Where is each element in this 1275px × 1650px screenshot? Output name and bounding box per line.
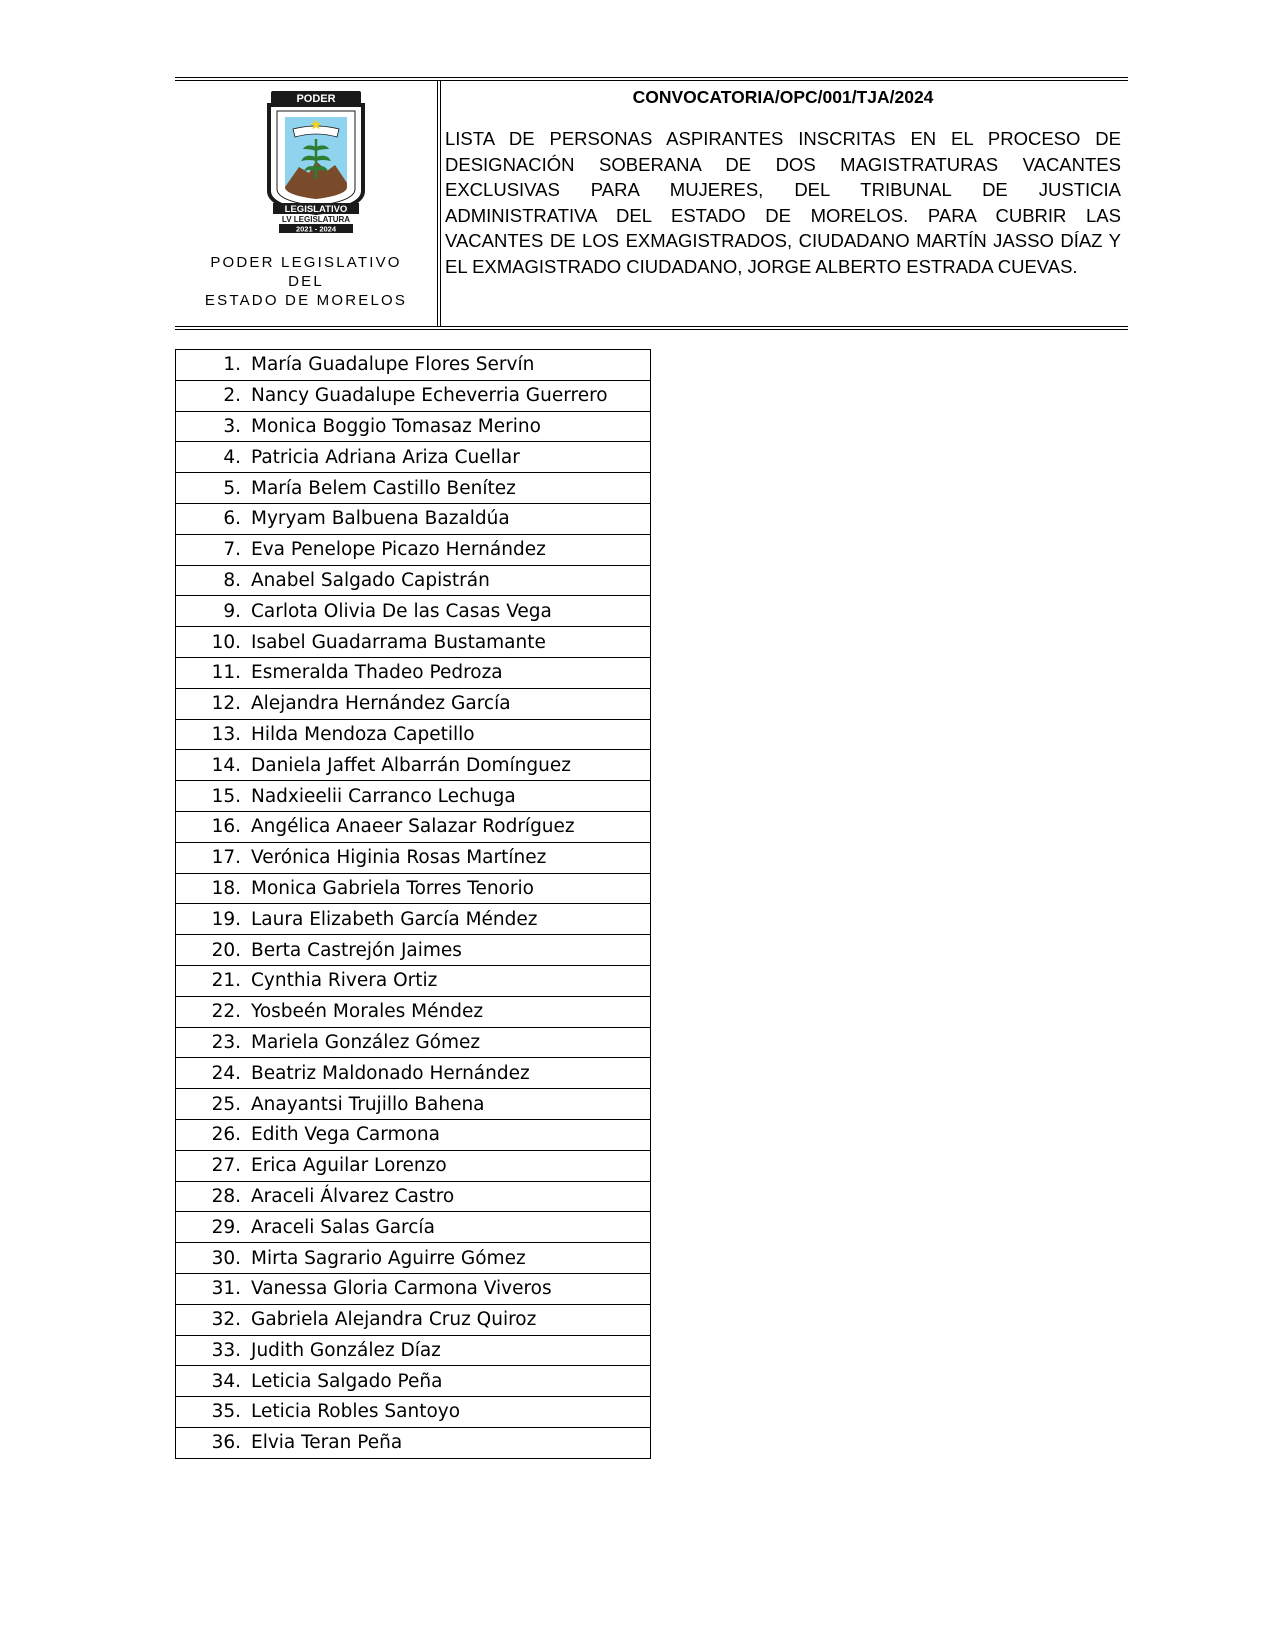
org-name-line: ESTADO DE MORELOS: [204, 292, 408, 309]
applicant-cell: [176, 719, 651, 750]
applicant-cell: [176, 811, 651, 842]
table-row: [176, 627, 651, 658]
table-row: [176, 1027, 651, 1058]
applicant-cell: [176, 534, 651, 565]
applicant-number: 36.: [211, 1432, 241, 1454]
applicant-cell: [176, 1427, 651, 1458]
applicant-name: Edith Vega Carmona: [251, 1124, 440, 1146]
applicant-name: Laura Elizabeth García Méndez: [251, 908, 538, 930]
applicant-name: Anabel Salgado Capistrán: [251, 569, 490, 591]
applicant-number: 20.: [211, 939, 241, 961]
header-text-cell: [445, 81, 1121, 326]
applicant-number: 22.: [211, 1001, 241, 1023]
applicant-name: Hilda Mendoza Capetillo: [251, 723, 475, 745]
applicant-number: 30.: [211, 1247, 241, 1269]
applicants-table: [175, 349, 651, 1459]
applicant-cell: [176, 873, 651, 904]
table-row: [176, 1243, 651, 1274]
table-row: [176, 688, 651, 719]
applicant-cell: [176, 1273, 651, 1304]
applicant-number: 35.: [211, 1401, 241, 1423]
applicant-name: Verónica Higinia Rosas Martínez: [251, 847, 547, 869]
header-bottom-rule: [175, 329, 1128, 330]
table-row: [176, 596, 651, 627]
applicant-name: Yosbeén Morales Méndez: [251, 1001, 484, 1023]
table-row: [176, 350, 651, 381]
applicant-number: 3.: [223, 415, 241, 437]
applicant-cell: [176, 596, 651, 627]
applicant-name: Mariela González Gómez: [251, 1031, 481, 1053]
applicant-name: Araceli Álvarez Castro: [251, 1185, 455, 1207]
applicant-cell: [176, 781, 651, 812]
applicant-number: 27.: [211, 1155, 241, 1177]
applicant-number: 25.: [211, 1093, 241, 1115]
applicant-name: Eva Penelope Picazo Hernández: [251, 539, 546, 561]
table-row: [176, 719, 651, 750]
table-row: [176, 1304, 651, 1335]
applicant-number: 21.: [211, 970, 241, 992]
organization-name: [175, 253, 437, 310]
table-row: [176, 380, 651, 411]
applicant-cell: [176, 1243, 651, 1274]
applicant-cell: [176, 1335, 651, 1366]
applicant-cell: [176, 1212, 651, 1243]
poder-legislativo-seal-icon: [265, 91, 367, 233]
applicant-name: Isabel Guadarrama Bustamante: [251, 631, 546, 653]
applicant-name: Carlota Olivia De las Casas Vega: [251, 600, 552, 622]
table-row: [176, 996, 651, 1027]
table-row: [176, 1212, 651, 1243]
applicant-number: 31.: [211, 1278, 241, 1300]
applicant-name: Nancy Guadalupe Echeverria Guerrero: [251, 385, 608, 407]
applicant-number: 26.: [211, 1124, 241, 1146]
applicant-cell: [176, 1304, 651, 1335]
applicant-name: Monica Gabriela Torres Tenorio: [251, 877, 534, 899]
applicant-cell: [176, 750, 651, 781]
table-row: [176, 411, 651, 442]
applicant-number: 18.: [211, 877, 241, 899]
applicant-cell: [176, 627, 651, 658]
applicant-cell: [176, 503, 651, 534]
applicant-number: 17.: [211, 847, 241, 869]
applicant-name: Vanessa Gloria Carmona Viveros: [251, 1278, 552, 1300]
applicant-cell: [176, 1397, 651, 1428]
applicant-name: Mirta Sagrario Aguirre Gómez: [251, 1247, 526, 1269]
header-column-divider-inner: [440, 80, 441, 326]
applicant-number: 15.: [211, 785, 241, 807]
applicant-number: 16.: [211, 816, 241, 838]
applicant-number: 7.: [223, 539, 241, 561]
table-row: [176, 1058, 651, 1089]
table-row: [176, 935, 651, 966]
applicant-number: 29.: [211, 1216, 241, 1238]
table-row: [176, 904, 651, 935]
header-bottom-rule-inner: [175, 326, 1128, 327]
applicant-name: Alejandra Hernández García: [251, 693, 511, 715]
org-name-line: PODER LEGISLATIVO: [210, 254, 402, 271]
table-row: [176, 842, 651, 873]
table-row: [176, 1089, 651, 1120]
table-row: [176, 811, 651, 842]
applicant-name: Patricia Adriana Ariza Cuellar: [251, 446, 520, 468]
logo-cell: [175, 81, 437, 326]
table-row: [176, 781, 651, 812]
applicant-name: Anayantsi Trujillo Bahena: [251, 1093, 485, 1115]
applicant-name: Beatriz Maldonado Hernández: [251, 1062, 530, 1084]
applicant-name: Cynthia Rivera Ortiz: [251, 970, 438, 992]
applicant-number: 5.: [223, 477, 241, 499]
applicant-name: Gabriela Alejandra Cruz Quiroz: [251, 1309, 537, 1331]
table-row: [176, 503, 651, 534]
applicant-cell: [176, 935, 651, 966]
applicant-number: 9.: [223, 600, 241, 622]
table-row: [176, 1427, 651, 1458]
applicant-cell: [176, 1058, 651, 1089]
applicant-cell: [176, 1089, 651, 1120]
applicant-name: Angélica Anaeer Salazar Rodríguez: [251, 816, 575, 838]
table-row: [176, 1273, 651, 1304]
applicant-name: Myryam Balbuena Bazaldúa: [251, 508, 510, 530]
applicant-number: 8.: [223, 569, 241, 591]
applicant-number: 10.: [211, 631, 241, 653]
applicant-cell: [176, 1027, 651, 1058]
applicant-name: Elvia Teran Peña: [251, 1432, 403, 1454]
applicant-cell: [176, 657, 651, 688]
applicant-cell: [176, 350, 651, 381]
applicant-name: Judith González Díaz: [251, 1339, 441, 1361]
applicant-number: 28.: [211, 1185, 241, 1207]
applicant-number: 13.: [211, 723, 241, 745]
applicant-number: 6.: [223, 508, 241, 530]
applicant-name: Esmeralda Thadeo Pedroza: [251, 662, 503, 684]
table-row: [176, 442, 651, 473]
table-row: [176, 1366, 651, 1397]
applicant-cell: [176, 380, 651, 411]
table-row: [176, 565, 651, 596]
applicant-number: 32.: [211, 1309, 241, 1331]
table-row: [176, 1335, 651, 1366]
applicant-name: Leticia Salgado Peña: [251, 1370, 443, 1392]
applicant-cell: [176, 1150, 651, 1181]
applicant-cell: [176, 1181, 651, 1212]
applicant-cell: [176, 842, 651, 873]
applicant-name: Daniela Jaffet Albarrán Domínguez: [251, 754, 571, 776]
applicant-number: 24.: [211, 1062, 241, 1084]
applicant-number: 23.: [211, 1031, 241, 1053]
seal-bottom-text: LEGISLATIVO: [284, 204, 348, 215]
table-row: [176, 473, 651, 504]
applicant-cell: [176, 996, 651, 1027]
table-row: [176, 657, 651, 688]
applicant-number: 11.: [211, 662, 241, 684]
applicant-cell: [176, 411, 651, 442]
document-description: LISTA DE PERSONAS ASPIRANTES INSCRITAS EN EL PROCESO DE DESIGNACIÓN SOBERANA DE DOS MAGISTRATURAS VACANTES EXCLUSIVAS PARA MUJERES, DEL TRIBUNAL DE JUSTICIA ADMINISTRATIVA DEL ESTADO DE MORELOS. PARA CUBRIR LAS VACANTES DE LOS EXMAGISTRADOS, CIUDADANO MARTÍN JASSO DÍAZ Y EL EXMAGISTRADO CIUDADANO, JORGE ALBERTO ESTRADA CUEVAS.: [445, 128, 1121, 277]
applicant-name: María Belem Castillo Benítez: [251, 477, 516, 499]
seal-top-text: PODER: [296, 93, 336, 105]
table-row: [176, 1181, 651, 1212]
table-row: [176, 965, 651, 996]
applicant-number: 14.: [211, 754, 241, 776]
header-column-divider: [437, 80, 438, 326]
applicant-name: María Guadalupe Flores Servín: [251, 354, 535, 376]
applicant-cell: [176, 473, 651, 504]
applicant-cell: [176, 688, 651, 719]
applicant-cell: [176, 1366, 651, 1397]
applicant-number: 12.: [211, 693, 241, 715]
table-row: [176, 1397, 651, 1428]
table-row: [176, 1119, 651, 1150]
applicant-name: Araceli Salas García: [251, 1216, 435, 1238]
applicant-name: Monica Boggio Tomasaz Merino: [251, 415, 541, 437]
applicant-number: 2.: [223, 385, 241, 407]
seal-period-text: 2021 - 2024: [295, 224, 337, 233]
applicant-number: 34.: [211, 1370, 241, 1392]
document-header: [175, 77, 1128, 330]
applicant-name: Erica Aguilar Lorenzo: [251, 1155, 447, 1177]
org-name-line: DEL: [288, 273, 324, 290]
applicant-number: 19.: [211, 908, 241, 930]
table-row: [176, 750, 651, 781]
applicant-name: Nadxieelii Carranco Lechuga: [251, 785, 516, 807]
applicant-cell: [176, 565, 651, 596]
applicant-number: 33.: [211, 1339, 241, 1361]
applicant-cell: [176, 904, 651, 935]
document-code: CONVOCATORIA/OPC/001/TJA/2024: [632, 87, 934, 107]
table-row: [176, 873, 651, 904]
header-top-rule: [175, 77, 1128, 78]
applicant-cell: [176, 1119, 651, 1150]
table-row: [176, 1150, 651, 1181]
applicant-number: 4.: [223, 446, 241, 468]
seal-legislature-text: LV LEGISLATURA: [281, 215, 351, 224]
applicant-cell: [176, 442, 651, 473]
applicant-name: Berta Castrejón Jaimes: [251, 939, 462, 961]
applicant-cell: [176, 965, 651, 996]
applicant-name: Leticia Robles Santoyo: [251, 1401, 461, 1423]
applicant-number: 1.: [223, 354, 241, 376]
table-row: [176, 534, 651, 565]
